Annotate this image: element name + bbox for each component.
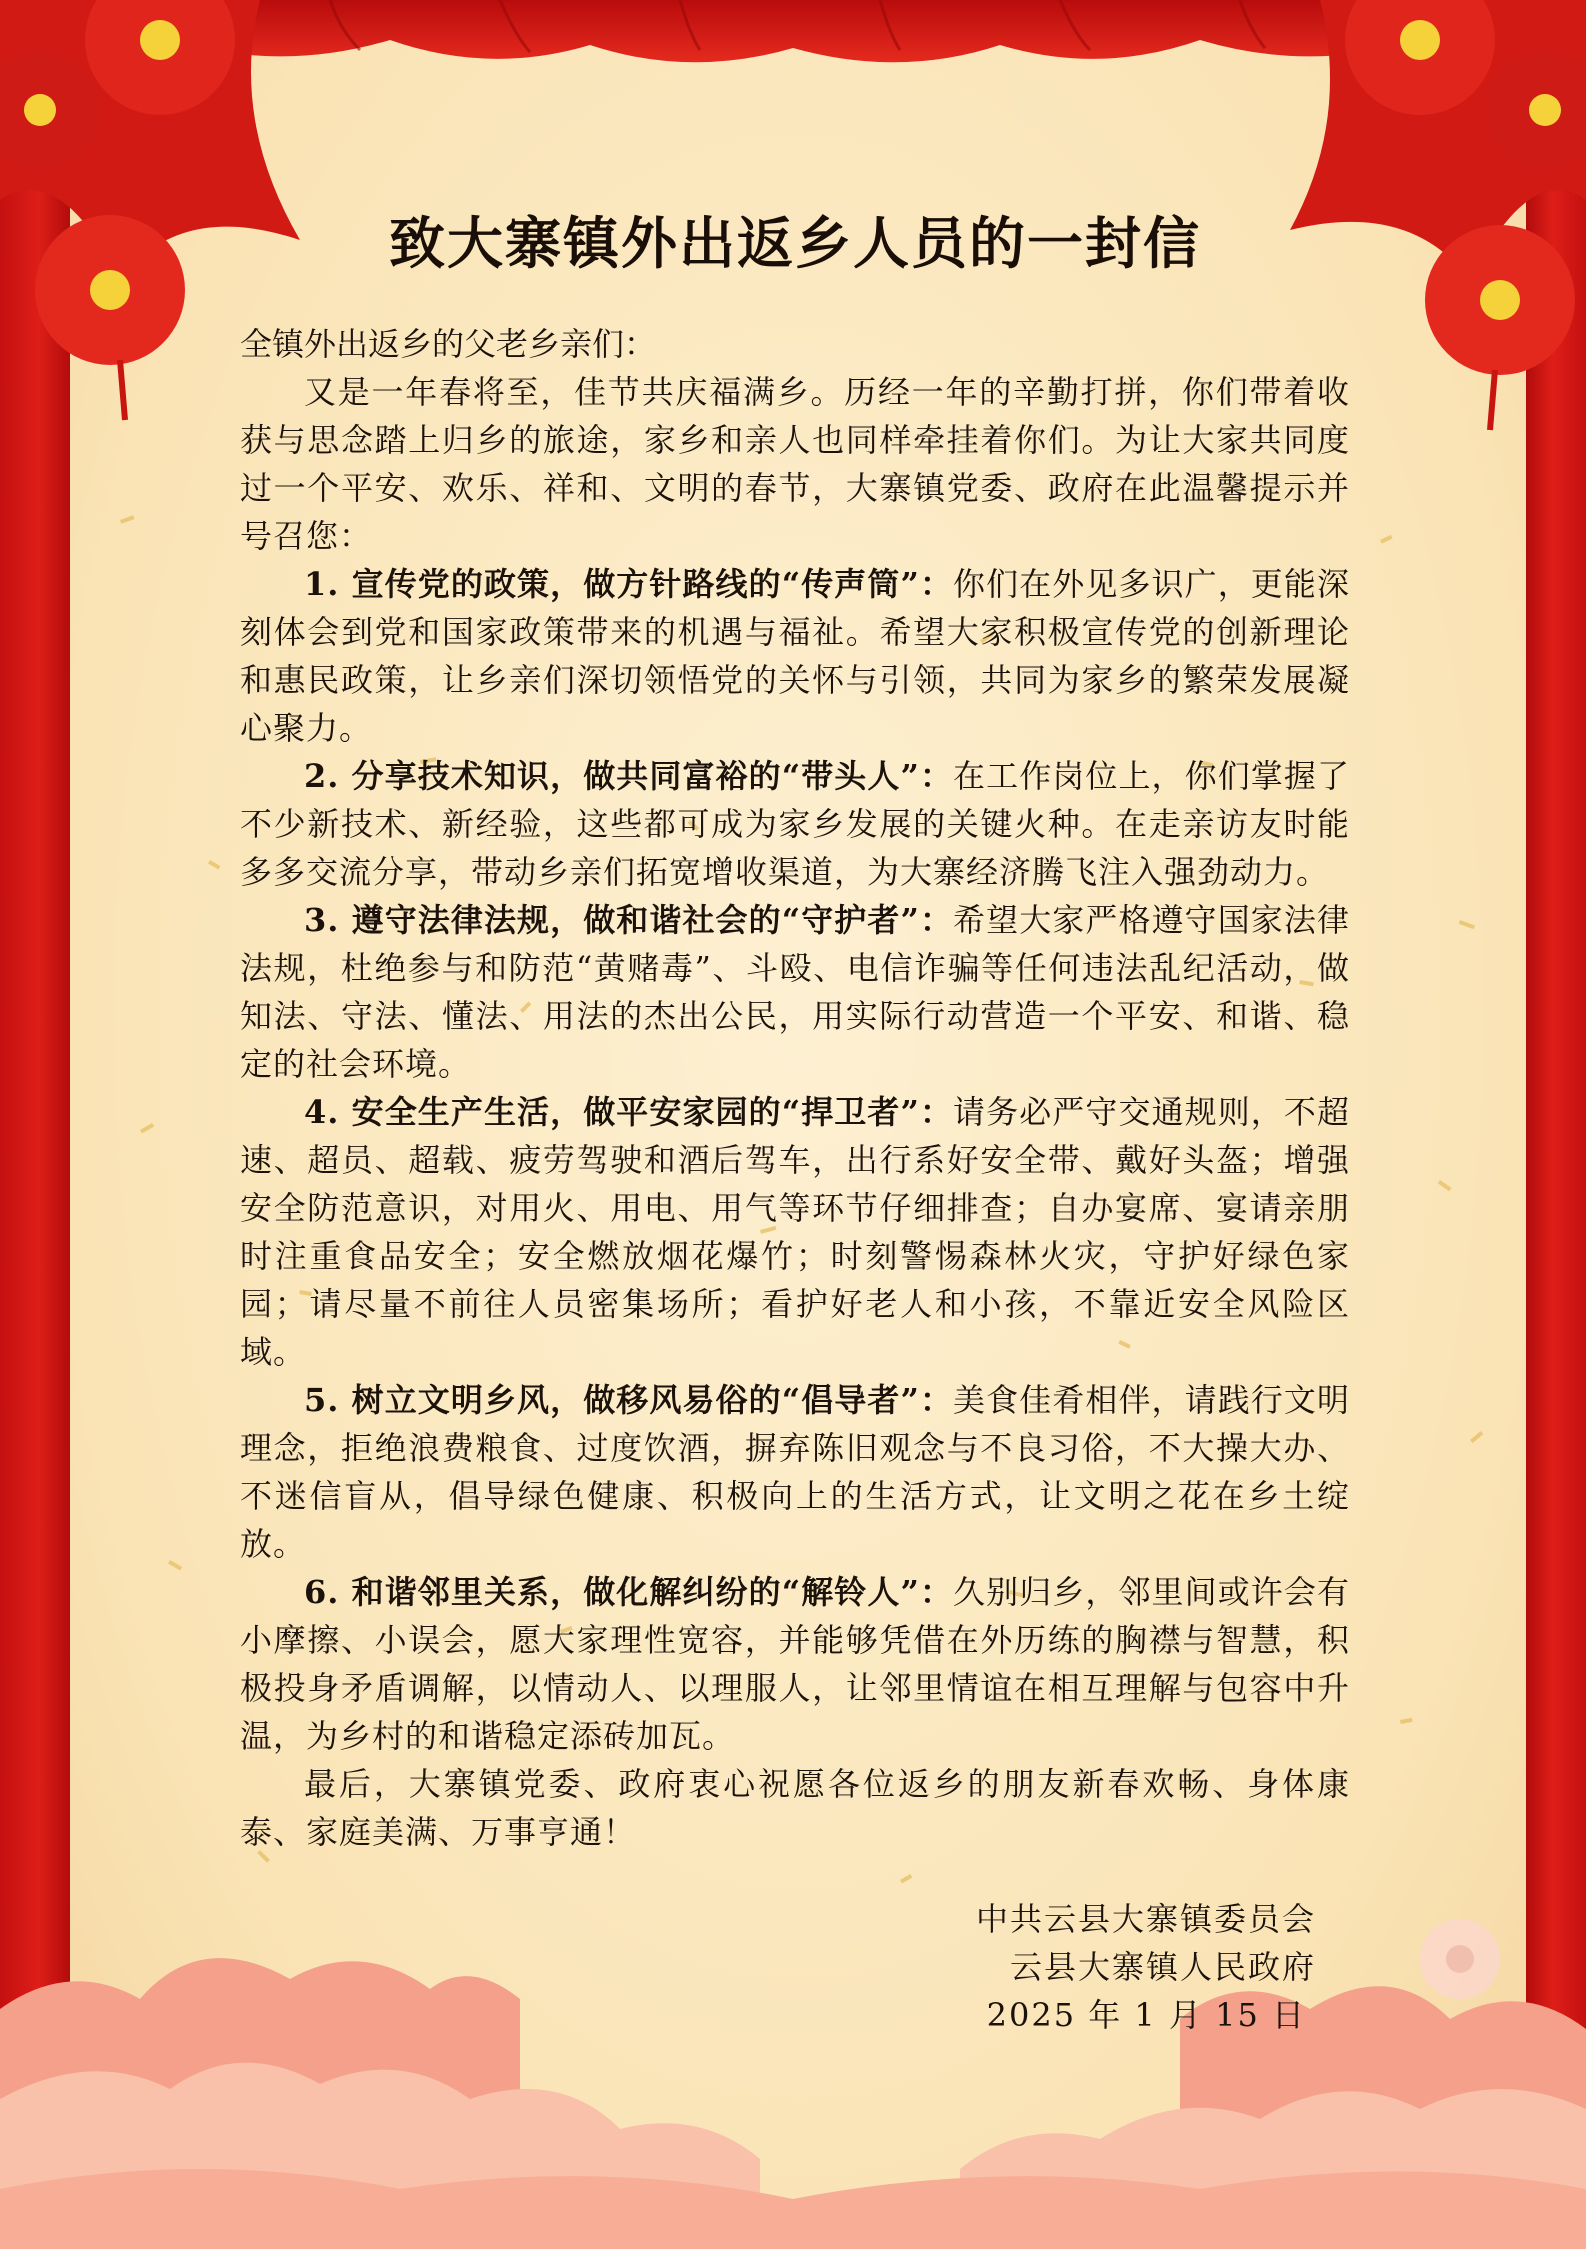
item-paragraph-1 — [240, 560, 1350, 752]
signature-block — [976, 1895, 1316, 2039]
letter-body — [240, 200, 1350, 1856]
item-text: 美食佳肴相伴，请践行文明理念，拒绝浪费粮食、过度饮酒，摒弃陈旧观念与不良习俗，不大操大办、不迷信盲从，倡导绿色健康、积极向上的生活方式，让文明之花在乡土绽放。 — [240, 1381, 1350, 1563]
bottom-clouds-decoration — [0, 1869, 1586, 2249]
item-text: 请务必严守交通规则，不超速、超员、超载、疲劳驾驶和酒后驾车，出行系好安全带、戴好头盔；增强安全防范意识，对用火、用电、用气等环节仔细排查；自办宴席、宴请亲朋时注重食品安全；安全燃放烟花爆竹；时刻警惕森林火灾，守护好绿色家园；请尽量不前往人员密集场所；看护好老人和小孩，不靠近安全风险区域。 — [240, 1093, 1350, 1371]
item-paragraph-2 — [240, 752, 1350, 896]
signature-party-committee: 中共云县大寨镇委员会 — [975, 1900, 1316, 1938]
item-heading: 2. 分享技术知识，做共同富裕的“带头人”： — [304, 757, 954, 795]
signature-government: 云县大寨镇人民政府 — [1009, 1948, 1316, 1986]
item-heading: 1. 宣传党的政策，做方针路线的“传声筒”： — [304, 565, 954, 603]
item-text: 希望大家严格遵守国家法律法规，杜绝参与和防范“黄赌毒”、斗殴、电信诈骗等任何违法乱纪活动，做知法、守法、懂法、用法的杰出公民，用实际行动营造一个平安、和谐、稳定的社会环境。 — [240, 901, 1350, 1083]
intro-paragraph: 又是一年春将至，佳节共庆福满乡。历经一年的辛勤打拼，你们带着收获与思念踏上归乡的旅途，家乡和亲人也同样牵挂着你们。为让大家共同度过一个平安、欢乐、祥和、文明的春节，大寨镇党委、政府在此温馨提示并号召您： — [240, 373, 1350, 555]
item-heading: 4. 安全生产生活，做平安家园的“捍卫者”： — [304, 1093, 954, 1131]
letter-title: 致大寨镇外出返乡人员的一封信 — [389, 212, 1201, 277]
item-heading: 3. 遵守法律法规，做和谐社会的“守护者”： — [304, 901, 954, 939]
salutation: 全镇外出返乡的父老乡亲们： — [240, 325, 657, 363]
item-text: 你们在外见多识广，更能深刻体会到党和国家政策带来的机遇与福祉。希望大家积极宣传党的创新理论和惠民政策，让乡亲们深切领悟党的关怀与引领，共同为家乡的繁荣发展凝心聚力。 — [240, 565, 1350, 747]
signature-date: 2025 年 1 月 15 日 — [986, 1996, 1306, 2034]
item-paragraph-5 — [240, 1376, 1350, 1568]
closing-paragraph: 最后，大寨镇党委、政府衷心祝愿各位返乡的朋友新春欢畅、身体康泰、家庭美满、万事亨通！ — [240, 1765, 1350, 1851]
item-paragraph-4 — [240, 1088, 1350, 1376]
item-text: 久别归乡，邻里间或许会有小摩擦、小误会，愿大家理性宽容，并能够凭借在外历练的胸襟与智慧，积极投身矛盾调解，以情动人、以理服人，让邻里情谊在相互理解与包容中升温，为乡村的和谐稳定添砖加瓦。 — [240, 1573, 1350, 1755]
item-paragraph-3 — [240, 896, 1350, 1088]
item-heading: 5. 树立文明乡风，做移风易俗的“倡导者”： — [304, 1381, 954, 1419]
item-paragraph-6 — [240, 1568, 1350, 1760]
item-text: 在工作岗位上，你们掌握了不少新技术、新经验，这些都可成为家乡发展的关键火种。在走亲访友时能多多交流分享，带动乡亲们拓宽增收渠道，为大寨经济腾飞注入强劲动力。 — [240, 757, 1350, 891]
item-heading: 6. 和谐邻里关系，做化解纠纷的“解铃人”： — [304, 1573, 954, 1611]
